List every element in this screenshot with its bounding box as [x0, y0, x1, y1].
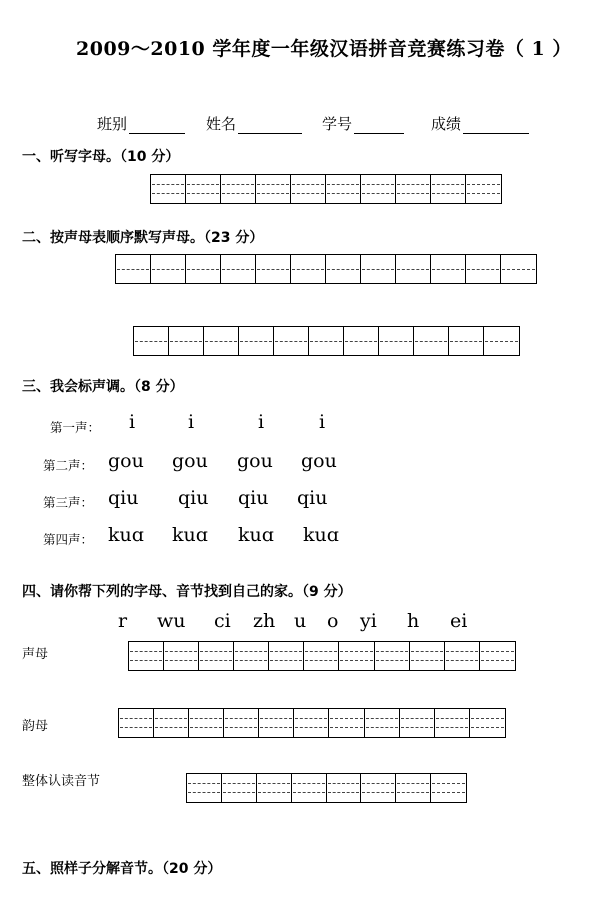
class-blank[interactable] [129, 132, 185, 134]
class-field [97, 113, 185, 134]
writing-cell[interactable] [274, 327, 309, 355]
guide-line [222, 184, 254, 185]
guide-line [366, 718, 398, 719]
guide-line [330, 718, 362, 719]
writing-cell[interactable] [445, 642, 480, 670]
guide-line [436, 727, 468, 728]
section-2-grid-row-1 [115, 254, 537, 284]
writing-cell[interactable] [186, 175, 221, 203]
section-4-heading: 四、请你帮下列的字母、音节找到自己的家。（9 分） [22, 584, 352, 600]
writing-cell[interactable] [501, 255, 536, 283]
tone-4-syllable[interactable]: kuɑ [172, 524, 208, 546]
writing-cell[interactable] [291, 175, 326, 203]
guide-line [411, 660, 443, 661]
writing-cell[interactable] [361, 255, 396, 283]
tone-4-label: 第四声： [43, 532, 94, 547]
guide-line [260, 718, 292, 719]
guide-line [270, 651, 302, 652]
guide-line [327, 193, 359, 194]
guide-line [130, 651, 162, 652]
writing-cell[interactable] [199, 642, 234, 670]
guide-line [397, 184, 429, 185]
guide-line [362, 184, 394, 185]
tone-2-syllable[interactable]: gou [108, 450, 144, 472]
writing-cell[interactable] [189, 709, 224, 737]
guide-line [295, 718, 327, 719]
guide-line [187, 193, 219, 194]
writing-cell[interactable] [466, 175, 501, 203]
guide-line [397, 792, 429, 793]
tone-3-syllable[interactable]: qiu [178, 487, 209, 509]
section-1-grid [150, 174, 502, 204]
guide-line [258, 792, 290, 793]
guide-line [328, 792, 360, 793]
writing-cell[interactable] [269, 642, 304, 670]
guide-line [258, 783, 290, 784]
guide-line [223, 783, 255, 784]
guide-line [397, 193, 429, 194]
guide-line [292, 193, 324, 194]
guide-line [411, 651, 443, 652]
guide-line [225, 718, 257, 719]
writing-cell[interactable] [379, 327, 414, 355]
tone-2-syllable[interactable]: gou [237, 450, 273, 472]
score-label: 成绩 [431, 115, 462, 133]
writing-cell[interactable] [466, 255, 501, 283]
writing-cell[interactable] [119, 709, 154, 737]
guide-line [295, 727, 327, 728]
tone-1-syllable[interactable]: i [129, 411, 136, 433]
writing-cell[interactable] [129, 642, 164, 670]
tone-1-syllable[interactable]: i [188, 411, 195, 433]
shengmu-label: 声母 [22, 647, 49, 662]
guide-line [260, 727, 292, 728]
tone-2-syllable[interactable]: gou [172, 450, 208, 472]
writing-cell[interactable] [256, 175, 291, 203]
guide-line [310, 341, 342, 342]
guide-line [120, 718, 152, 719]
writing-cell[interactable] [431, 255, 466, 283]
sort-item[interactable]: yi [360, 610, 377, 632]
writing-cell[interactable] [431, 774, 466, 802]
guide-line [152, 193, 184, 194]
writing-cell[interactable] [400, 709, 435, 737]
writing-cell[interactable] [414, 327, 449, 355]
guide-line [188, 783, 220, 784]
guide-line [366, 727, 398, 728]
writing-cell[interactable] [222, 774, 257, 802]
tone-4-syllable[interactable]: kuɑ [303, 524, 339, 546]
writing-cell[interactable] [221, 255, 256, 283]
writing-cell[interactable] [151, 175, 186, 203]
guide-line [481, 660, 514, 661]
writing-cell[interactable] [449, 327, 484, 355]
writing-cell[interactable] [221, 175, 256, 203]
guide-line [345, 341, 377, 342]
guide-line [187, 269, 219, 270]
guide-line [485, 341, 518, 342]
writing-cell[interactable] [292, 774, 327, 802]
guide-line [188, 792, 220, 793]
writing-cell[interactable] [339, 642, 374, 670]
writing-cell[interactable] [116, 255, 151, 283]
guide-line [117, 269, 149, 270]
writing-cell[interactable] [304, 642, 339, 670]
guide-line [467, 184, 500, 185]
tone-3-syllable[interactable]: qiu [297, 487, 328, 509]
section-2-grid-row-2 [133, 326, 520, 356]
guide-line [481, 651, 514, 652]
tone-3-label: 第三声： [43, 495, 94, 510]
sort-item[interactable]: ei [450, 610, 468, 632]
writing-cell[interactable] [186, 255, 221, 283]
guide-line [257, 193, 289, 194]
guide-line [328, 783, 360, 784]
tone-1-syllable[interactable]: i [319, 411, 326, 433]
guide-line [152, 184, 184, 185]
sort-item[interactable]: h [407, 610, 420, 632]
guide-line [292, 269, 324, 270]
guide-line [257, 184, 289, 185]
guide-line [155, 718, 187, 719]
guide-line [436, 718, 468, 719]
guide-line [471, 718, 504, 719]
guide-line [446, 651, 478, 652]
guide-line [135, 341, 167, 342]
writing-cell[interactable] [396, 255, 431, 283]
guide-line [240, 341, 272, 342]
writing-cell[interactable] [484, 327, 519, 355]
guide-line [376, 651, 408, 652]
guide-line [222, 269, 254, 270]
guide-line [376, 660, 408, 661]
guide-line [432, 783, 465, 784]
class-label: 班别 [97, 115, 128, 133]
yunmu-label: 韵母 [22, 719, 49, 734]
guide-line [270, 660, 302, 661]
guide-line [222, 193, 254, 194]
sort-item[interactable]: o [327, 610, 339, 632]
writing-cell[interactable] [257, 774, 292, 802]
tone-2-syllable[interactable]: gou [301, 450, 337, 472]
writing-cell[interactable] [326, 255, 361, 283]
tone-3-syllable[interactable]: qiu [238, 487, 269, 509]
writing-cell[interactable] [435, 709, 470, 737]
writing-cell[interactable] [256, 255, 291, 283]
guide-line [432, 193, 464, 194]
guide-line [467, 269, 499, 270]
student-id-blank[interactable] [354, 132, 404, 134]
guide-line [432, 269, 464, 270]
writing-cell[interactable] [396, 774, 431, 802]
writing-cell[interactable] [361, 175, 396, 203]
student-id-field [322, 113, 404, 134]
writing-cell[interactable] [470, 709, 505, 737]
guide-line [432, 184, 464, 185]
guide-line [165, 651, 197, 652]
guide-line [120, 727, 152, 728]
shengmu-grid [128, 641, 516, 671]
writing-cell[interactable] [480, 642, 515, 670]
guide-line [397, 269, 429, 270]
section-1-heading: 一、听写字母。（10 分） [22, 149, 180, 165]
writing-cell[interactable] [309, 327, 344, 355]
guide-line [340, 660, 372, 661]
guide-line [235, 660, 267, 661]
section-3-heading: 三、我会标声调。（8 分） [22, 379, 184, 395]
name-label: 姓名 [206, 115, 237, 133]
guide-line [152, 269, 184, 270]
writing-cell[interactable] [239, 327, 274, 355]
zhengti-label: 整体认读音节 [22, 774, 101, 789]
writing-cell[interactable] [327, 774, 362, 802]
writing-cell[interactable] [431, 175, 466, 203]
tone-1-label: 第一声： [50, 420, 101, 435]
tone-4-syllable[interactable]: kuɑ [108, 524, 144, 546]
guide-line [380, 341, 412, 342]
guide-line [235, 651, 267, 652]
guide-line [330, 727, 362, 728]
guide-line [190, 718, 222, 719]
sort-item[interactable]: u [294, 610, 307, 632]
guide-line [170, 341, 202, 342]
tone-2-label: 第二声： [43, 458, 94, 473]
sort-item[interactable]: zh [253, 610, 276, 632]
writing-cell[interactable] [134, 327, 169, 355]
sort-item[interactable]: wu [157, 610, 186, 632]
guide-line [225, 727, 257, 728]
score-blank[interactable] [463, 132, 529, 134]
writing-cell[interactable] [375, 642, 410, 670]
guide-line [155, 727, 187, 728]
guide-line [190, 727, 222, 728]
writing-cell[interactable] [151, 255, 186, 283]
writing-cell[interactable] [154, 709, 189, 737]
guide-line [293, 792, 325, 793]
guide-line [415, 341, 447, 342]
tone-4-syllable[interactable]: kuɑ [238, 524, 274, 546]
writing-cell[interactable] [291, 255, 326, 283]
guide-line [362, 792, 394, 793]
sort-item[interactable]: ci [214, 610, 231, 632]
writing-cell[interactable] [329, 709, 364, 737]
guide-line [340, 651, 372, 652]
score-field [431, 113, 529, 134]
writing-cell[interactable] [234, 642, 269, 670]
writing-cell[interactable] [294, 709, 329, 737]
writing-cell[interactable] [396, 175, 431, 203]
guide-line [200, 651, 232, 652]
guide-line [467, 193, 500, 194]
yunmu-grid [118, 708, 506, 738]
guide-line [165, 660, 197, 661]
tone-1-syllable[interactable]: i [258, 411, 265, 433]
guide-line [292, 184, 324, 185]
guide-line [305, 651, 337, 652]
guide-line [200, 660, 232, 661]
guide-line [275, 341, 307, 342]
guide-line [362, 193, 394, 194]
writing-cell[interactable] [164, 642, 199, 670]
guide-line [471, 727, 504, 728]
guide-line [397, 783, 429, 784]
guide-line [327, 184, 359, 185]
guide-line [130, 660, 162, 661]
student-id-label: 学号 [322, 115, 353, 133]
guide-line [450, 341, 482, 342]
guide-line [446, 660, 478, 661]
name-blank[interactable] [238, 132, 302, 134]
guide-line [502, 269, 535, 270]
guide-line [362, 269, 394, 270]
sort-item[interactable]: r [118, 610, 128, 632]
guide-line [205, 341, 237, 342]
writing-cell[interactable] [224, 709, 259, 737]
writing-cell[interactable] [169, 327, 204, 355]
writing-cell[interactable] [204, 327, 239, 355]
guide-line [187, 184, 219, 185]
guide-line [257, 269, 289, 270]
section-5-heading: 五、照样子分解音节。（20 分） [22, 861, 222, 877]
section-2-heading: 二、按声母表顺序默写声母。（23 分） [22, 230, 264, 246]
writing-cell[interactable] [259, 709, 294, 737]
guide-line [362, 783, 394, 784]
guide-line [305, 660, 337, 661]
guide-line [327, 269, 359, 270]
page-title: 2009～2010 学年度一年级汉语拼音竞赛练习卷（ 1 ） [76, 38, 572, 60]
guide-line [401, 718, 433, 719]
guide-line [432, 792, 465, 793]
guide-line [293, 783, 325, 784]
writing-cell[interactable] [410, 642, 445, 670]
zhengti-grid [186, 773, 467, 803]
guide-line [401, 727, 433, 728]
writing-cell[interactable] [326, 175, 361, 203]
name-field [206, 113, 302, 134]
writing-cell[interactable] [187, 774, 222, 802]
writing-cell[interactable] [365, 709, 400, 737]
writing-cell[interactable] [361, 774, 396, 802]
tone-3-syllable[interactable]: qiu [108, 487, 139, 509]
guide-line [223, 792, 255, 793]
writing-cell[interactable] [344, 327, 379, 355]
